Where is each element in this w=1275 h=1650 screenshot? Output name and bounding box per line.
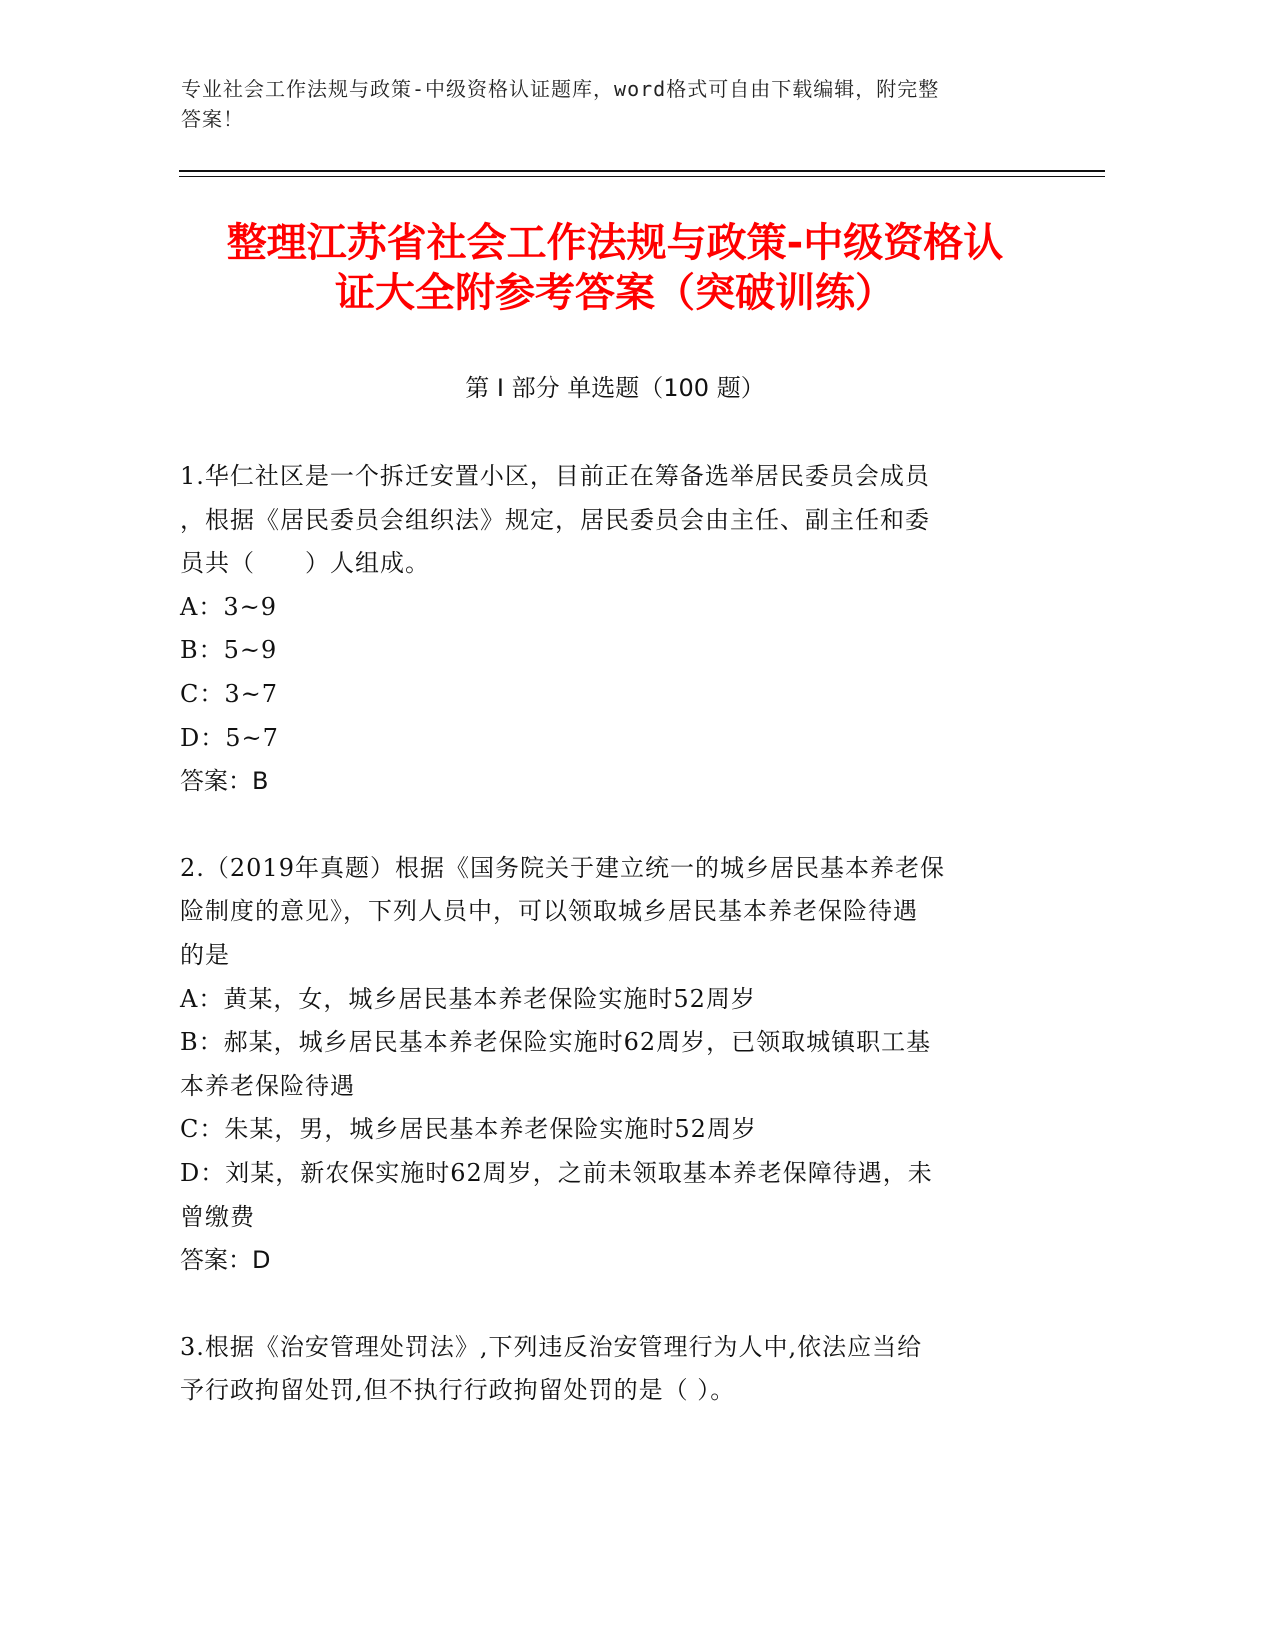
- document-title-line2: 证大全附参考答案（突破训练）: [335, 270, 895, 316]
- question-3-stem-line: 3.根据《治安管理处罚法》,下列违反治安管理行为人中,依法应当给: [180, 1332, 923, 1361]
- question-2-option-b-cont: 本养老保险待遇: [180, 1071, 355, 1100]
- header-rule-thick: [179, 170, 1105, 172]
- question-2: [180, 847, 1030, 1283]
- header-note-line2: 答案！: [181, 107, 244, 131]
- question-2-option-d-cont: 曾缴费: [180, 1202, 255, 1231]
- question-1: [180, 455, 1030, 804]
- question-1-answer: 答案：B: [180, 767, 269, 796]
- question-1-option-d: D：5~7: [180, 723, 279, 752]
- section-title: 第 I 部分 单选题（100 题）: [465, 374, 765, 402]
- question-3: [180, 1326, 1030, 1413]
- question-2-stem-line: 2.（2019年真题）根据《国务院关于建立统一的城乡居民基本养老保: [180, 853, 945, 882]
- header-note-line1: 专业社会工作法规与政策-中级资格认证题库，word格式可自由下载编辑，附完整: [181, 77, 940, 101]
- document-title: [180, 218, 1050, 318]
- header-rule-thin: [179, 176, 1105, 177]
- question-1-option-b: B：5~9: [180, 636, 278, 665]
- question-1-stem-line: ，根据《居民委员会组织法》规定，居民委员会由主任、副主任和委: [180, 505, 930, 534]
- question-2-option-b: B：郝某，城乡居民基本养老保险实施时62周岁，已领取城镇职工基: [180, 1028, 932, 1057]
- document-title-line1: 整理江苏省社会工作法规与政策-中级资格认: [226, 220, 1004, 266]
- header-note: [181, 74, 1051, 134]
- question-2-option-d: D：刘某，新农保实施时62周岁，之前未领取基本养老保障待遇，未: [180, 1158, 933, 1187]
- question-2-stem-line: 的是: [180, 940, 230, 969]
- question-1-option-a: A：3~9: [180, 592, 277, 621]
- question-2-option-c: C：朱某，男，城乡居民基本养老保险实施时52周岁: [180, 1115, 757, 1144]
- question-2-option-a: A：黄某，女，城乡居民基本养老保险实施时52周岁: [180, 984, 756, 1013]
- question-3-stem-line: 予行政拘留处罚,但不执行行政拘留处罚的是（ ）。: [180, 1376, 736, 1405]
- question-1-option-c: C：3~7: [180, 679, 279, 708]
- question-2-stem-line: 险制度的意见》，下列人员中，可以领取城乡居民基本养老保险待遇: [180, 897, 918, 926]
- question-2-answer: 答案：D: [180, 1246, 271, 1275]
- question-1-stem-line: 员共（ ）人组成。: [180, 549, 430, 578]
- question-list: [180, 455, 1030, 1456]
- question-1-stem-line: 1.华仁社区是一个拆迁安置小区，目前正在筹备选举居民委员会成员: [180, 462, 930, 490]
